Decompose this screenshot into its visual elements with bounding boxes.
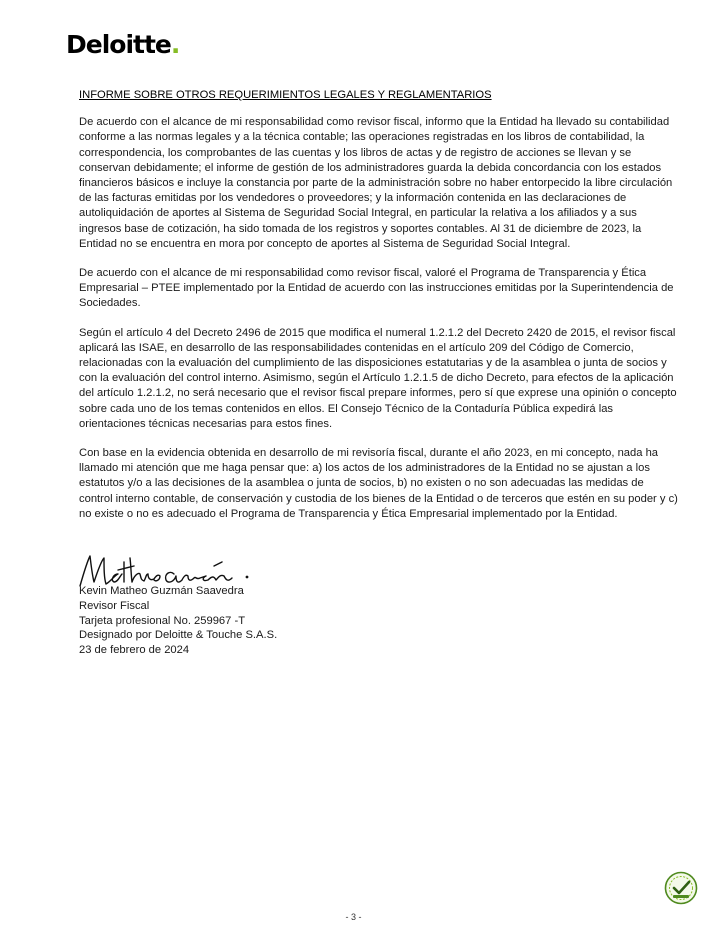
logo-text: Deloitte — [66, 30, 171, 59]
page-number: - 3 - — [345, 912, 362, 922]
section-heading: INFORME SOBRE OTROS REQUERIMIENTOS LEGALES Y REGLAMENTARIOS — [79, 89, 492, 101]
deloitte-logo — [66, 30, 179, 59]
paragraph-2: De acuerdo con el alcance de mi responsabilidad como revisor fiscal, valoré el Programa de Transparencia y Ética Empresarial – PTEE implementado por la Entidad de acuerdo con las instrucciones emitidas por la Superintendencia de Sociedades. — [79, 267, 674, 310]
designation: Designado por Deloitte & Touche S.A.S. — [79, 629, 278, 642]
report-date: 23 de febrero de 2024 — [79, 644, 190, 657]
report-body — [79, 88, 679, 536]
paragraph-4: Con base en la evidencia obtenida en desarrollo de mi revisoría fiscal, durante el año 2023, en mi concepto, nada ha llamado mi atención que me haga pensar que: a) los actos de los administradores de la Entidad no se ajustan a los estatutos y/o a las decisiones de la asamblea o junta de socios, b) no existen o no son adecuadas las medidas de control interno contable, de conservación y custodia de los bienes de la Entidad o de terceros que estén en su poder y c) no existe o no es adecuado el Programa de Transparencia y Ética Empresarial implementado por la Entidad. — [79, 447, 678, 520]
professional-card: Tarjeta profesional No. 259967 -T — [79, 614, 246, 627]
paragraph-1: De acuerdo con el alcance de mi responsabilidad como revisor fiscal, informo que la Entidad ha llevado su contabilidad conforme a las normas legales y a la técnica contable; las operaciones registradas en los libros de contabilidad, la correspondencia, los comprobantes de las cuentas y los libros de actas y de registro de acciones se llevan y se conservan debidamente; el informe de gestión de los administradores guarda la debida concordancia con los estados financieros básicos e incluye la constancia por parte de la administración sobre no haber entorpecido la libre circulación de las facturas emitidas por los vendedores o proveedores; y la información contenida en las declaraciones de autoliquidación de aportes al Sistema de Seguridad Social Integral, en particular la relativa a los afiliados y a sus ingresos base de cotización, ha sido tomada de los registros y soportes contables. Al 31 de diciembre de 2023, la Entidad no se encuentra en mora por concepto de aportes al Sistema de Seguridad Social Integral. — [79, 116, 673, 250]
signature-block — [79, 584, 277, 658]
signer-name: Kevin Matheo Guzmán Saavedra — [79, 585, 244, 597]
logo-dot: . — [170, 30, 180, 59]
signer-role: Revisor Fiscal — [79, 599, 150, 612]
verification-seal-icon — [664, 871, 698, 905]
paragraph-3: Según el artículo 4 del Decreto 2496 de 2015 que modifica el numeral 1.2.1.2 del Decreto 2420 de 2015, el revisor fiscal aplicará las ISAE, en desarrollo de las responsabilidades contenidas en el artículo 209 del Código de Comercio, relacionadas con la evaluación del cumplimiento de las disposiciones estatutarias y de la asamblea o junta de socios y con la evaluación del control interno. Asimismo, según el Artículo 1.2.1.5 de dicho Decreto, para efectos de la aplicación del artículo 1.2.1.2, no será necesario que el revisor fiscal prepare informes, pero sí que exprese una opinión o concepto sobre cada uno de los temas contenidos en ellos. El Consejo Técnico de la Contaduría Pública expedirá las orientaciones técnicas necesarias para estos fines. — [79, 326, 677, 430]
